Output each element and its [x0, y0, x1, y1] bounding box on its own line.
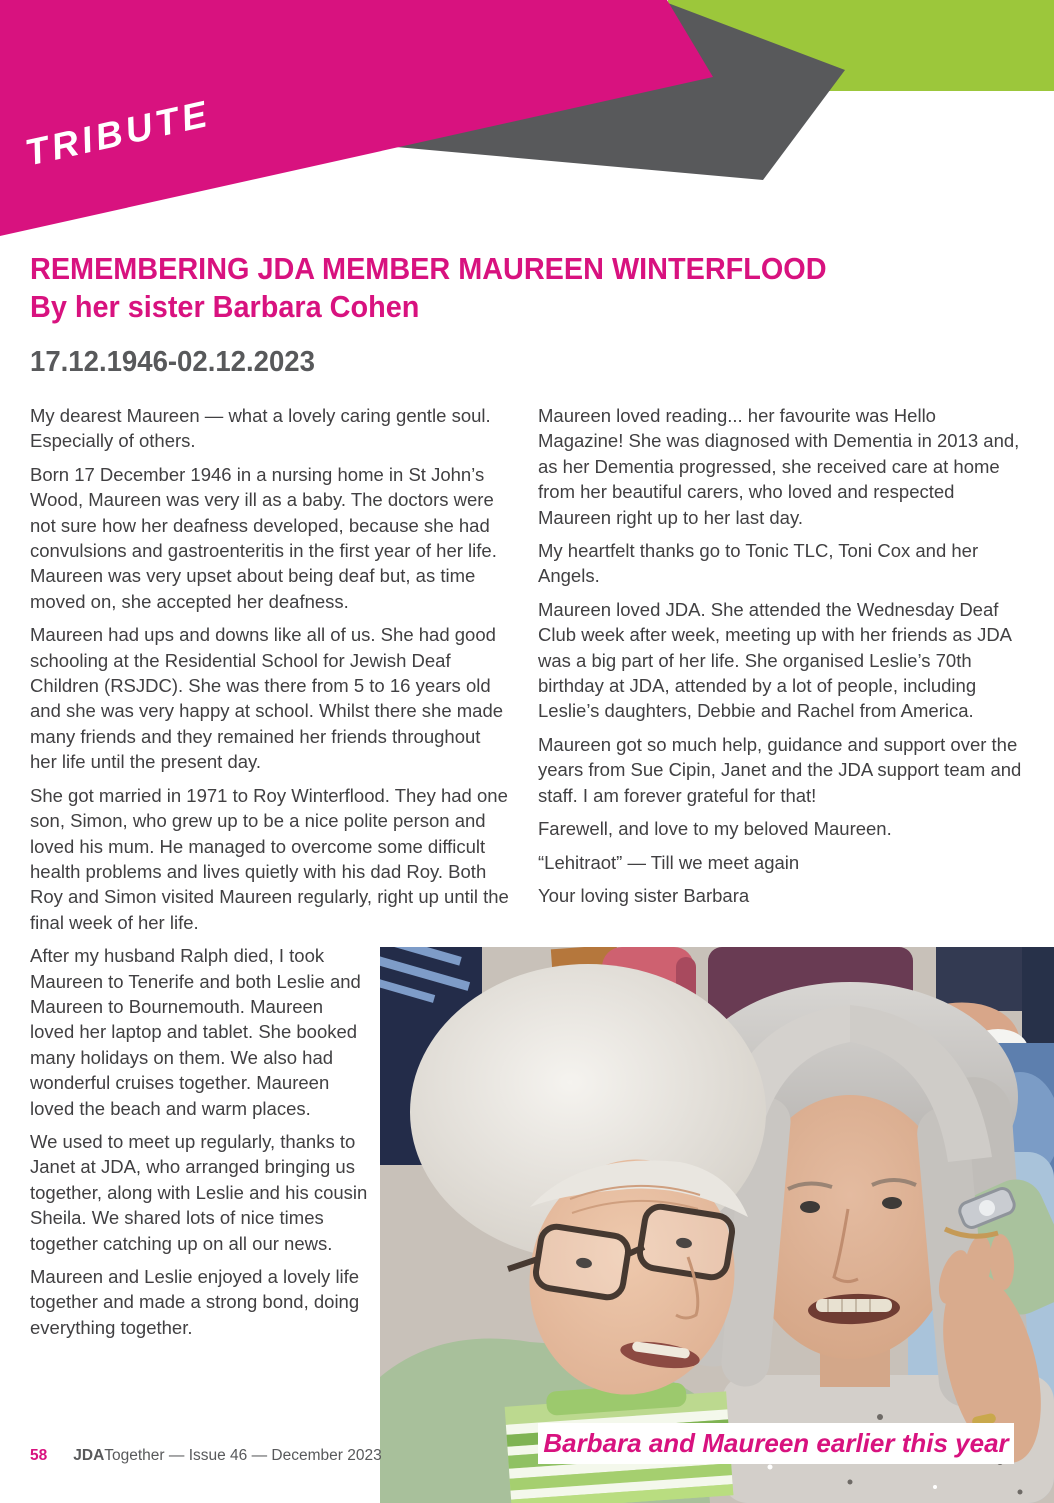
issue-info: Together — Issue 46 — December 2023 — [104, 1447, 382, 1464]
tribute-label: TRIBUTE — [21, 92, 215, 174]
photo-caption: Barbara and Maureen earlier this year — [538, 1423, 1014, 1464]
page-number: 58 — [30, 1447, 48, 1464]
paragraph: My heartfelt thanks go to Tonic TLC, Toni Cox and her Angels. — [538, 540, 979, 587]
paragraph: Your loving sister Barbara — [538, 884, 750, 906]
paragraph: “Lehitraot” — Till we meet again — [538, 851, 800, 873]
paragraph: Maureen loved JDA. She attended the Wednesday Deaf Club week after week, meeting up with her friends as JDA was a big part of her life. She organised Leslie’s 70th birthday at JDA, attended by a lot of people, including Leslie’s daughters, Debbie and Rachel from America. — [538, 598, 1012, 722]
paragraph: Maureen and Leslie enjoyed a lovely life together and made a strong bond, doing everything together. — [30, 1266, 360, 1338]
paragraph: After my husband Ralph died, I took Maureen to Tenerife and both Leslie and Maureen to Bournemouth. Maureen loved her laptop and tablet. She booked many holidays on them. We also had wonderful cruises together. Maureen loved the beach and warm places. — [30, 945, 361, 1119]
article-title — [30, 250, 827, 326]
paragraph: My dearest Maureen — what a lovely caring gentle soul. Especially of others. — [30, 405, 491, 452]
right-column — [538, 403, 1022, 916]
tribute-photo — [380, 947, 1054, 1503]
left-column-beside-photo — [30, 943, 368, 1340]
paragraph: Born 17 December 1946 in a nursing home in St John’s Wood, Maureen was very ill as a baby. The doctors were not sure how her deafness developed, because she had convulsions and gastroenteritis in the first year of her life. Maureen was very upset about being deaf but, as time moved on, she accepted her deafness. — [30, 463, 497, 612]
life-dates: 17.12.1946-02.12.2023 — [30, 346, 315, 378]
paragraph: Maureen had ups and downs like all of us. She had good schooling at the Residential School for Jewish Deaf Children (RSJDC). She was there from 5 to 16 years old and she was very happy at school. Whilst there she made many friends and they remained her friends throughout her life until the present day. — [30, 624, 504, 773]
paragraph: Maureen loved reading... her favourite was Hello Magazine! She was diagnosed with Dementia in 2013 and, as her Dementia progressed, she received care at home from her beautiful carers, who loved and respected Maureen right up to her last day. — [538, 405, 1020, 528]
paragraph: Maureen got so much help, guidance and support over the years from Sue Cipin, Janet and the JDA support team and staff. I am forever grateful for that! — [538, 733, 1022, 806]
article-title-line2: By her sister Barbara Cohen — [30, 289, 420, 324]
magazine-brand: JDA — [73, 1447, 105, 1464]
paragraph: She got married in 1971 to Roy Winterflood. They had one son, Simon, who grew up to be a nice polite person and loved his mum. He managed to overcome some difficult health problems and lives quietly with his dad Roy. Both Roy and Simon visited Maureen regularly, right up until the final week of her life. — [30, 784, 509, 933]
paragraph: We used to meet up regularly, thanks to Janet at JDA, who arranged bringing us together, along with Leslie and his cousin Sheila. We shared lots of nice times together catching up on all our news. — [30, 1130, 368, 1254]
paragraph: Farewell, and love to my beloved Maureen. — [538, 818, 892, 840]
left-column-wide — [30, 403, 512, 935]
page-footer — [30, 1447, 382, 1465]
article-title-line1: REMEMBERING JDA MEMBER MAUREEN WINTERFLOOD — [30, 251, 827, 286]
photo-illustration — [380, 947, 1054, 1503]
